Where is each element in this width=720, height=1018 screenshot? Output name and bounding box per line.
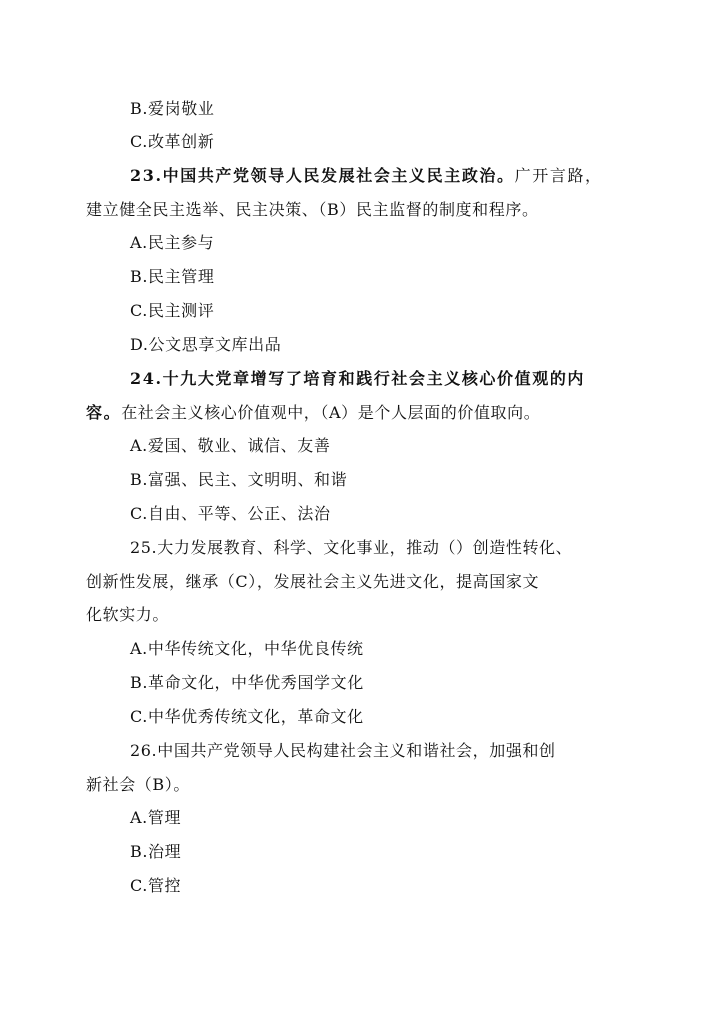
option-a-q23: A.民主参与 [130,233,215,252]
option-c-q26: C.管控 [130,876,182,895]
question-23-stem: 23.中国共产党领导人民发展社会主义民主政治。 [130,166,515,185]
question-23-line-1 [130,161,650,191]
option-b-q26: B.治理 [130,842,182,861]
question-25-line-3: 化软实力。 [86,605,170,624]
option-a-q24: A.爱国、敬业、诚信、友善 [130,436,331,455]
option-a-q25: A.中华传统文化，中华优良传统 [130,639,364,658]
option-a-q26: A.管理 [130,808,182,827]
option-c-q25: C.中华优秀传统文化，革命文化 [130,707,364,726]
question-24-stem-end: 容。 [86,403,122,422]
question-24-line-2 [86,398,646,428]
question-26-line-2: 新社会（B）。 [86,775,190,794]
option-c-q24: C.自由、平等、公正、法治 [130,504,331,523]
question-25-line-1: 25.大力发展教育、科学、文化事业，推动（）创造性转化、 [130,538,573,557]
question-23-line-2: 建立健全民主选举、民主决策、（B）民主监督的制度和程序。 [86,200,539,219]
option-d-q23: D.公文思享文库出品 [130,335,282,354]
question-23-continuation: 广开言路， [514,166,603,185]
question-24-continuation: 在社会主义核心价值观中，（A）是个人层面的价值取向。 [121,403,541,422]
option-b-q22: B.爱岗敬业 [130,99,215,118]
question-26-line-1: 26.中国共产党领导人民构建社会主义和谐社会，加强和创 [130,741,556,760]
question-25-line-2: 创新性发展，继承（C），发展社会主义先进文化，提高国家文 [86,572,540,591]
option-b-q24: B.富强、民主、文明明、和谐 [130,470,348,489]
option-c-q22: C.改革创新 [130,132,215,151]
option-c-q23: C.民主测评 [130,301,215,320]
option-b-q23: B.民主管理 [130,267,215,286]
option-b-q25: B.革命文化，中华优秀国学文化 [130,673,364,692]
question-24-line-1: 24.十九大党章增写了培育和践行社会主义核心价值观的内 [130,369,586,388]
